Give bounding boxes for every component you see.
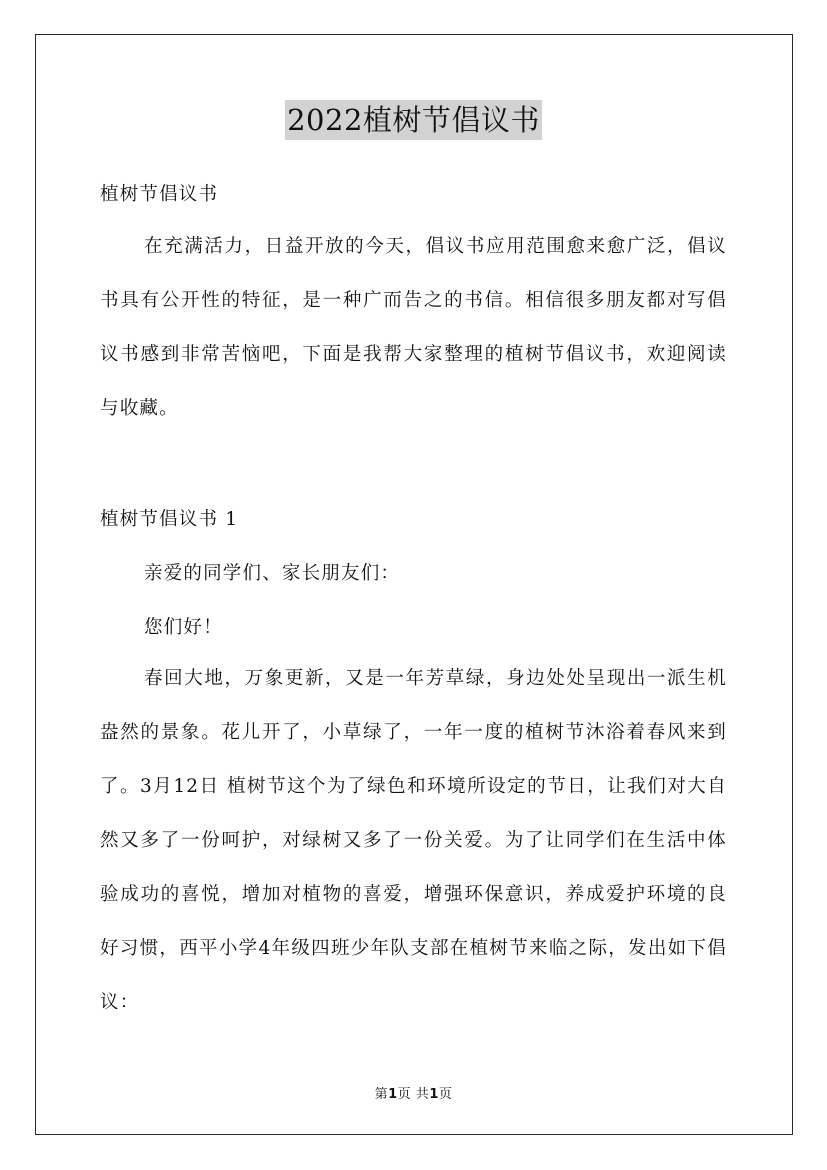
greeting-line: 您们好！ bbox=[144, 617, 223, 638]
salutation-line: 亲爱的同学们、家长朋友们： bbox=[144, 563, 401, 584]
body-paragraph-block bbox=[100, 652, 727, 1030]
body-paragraph: 春回大地，万象更新，又是一年芳草绿，身边处处呈现出一派生机盎然的景象。花儿开了，小草绿了，一年一度的植树节沐浴着春风来到了。3月12日 植树节这个为了绿色和环境所设定的节日，让我们对大自然又多了一份呵护，对绿树又多了一份关爱。为了让同学们在生活中体验成功的喜悦，增加对植物的喜爱，增强环保意识，养成爱护环境的良好习惯，西平小学4年级四班少年队支部在植树节来临之际，发出如下倡议： bbox=[100, 668, 727, 1013]
page-footer bbox=[0, 1083, 827, 1102]
footer-current-page: 1 bbox=[388, 1087, 398, 1102]
title-area bbox=[0, 100, 827, 140]
footer-prefix: 第 bbox=[374, 1087, 389, 1102]
footer-mid: 页 共 bbox=[397, 1087, 430, 1102]
intro-paragraph-block bbox=[100, 220, 727, 436]
intro-paragraph: 在充满活力，日益开放的今天，倡议书应用范围愈来愈广泛，倡议书具有公开性的特征，是一种广而告之的书信。相信很多朋友都对写倡议书感到非常苦恼吧，下面是我帮大家整理的植树节倡议书，欢迎阅读与收藏。 bbox=[100, 236, 727, 419]
footer-suffix: 页 bbox=[438, 1087, 453, 1102]
section-heading-intro: 植树节倡议书 bbox=[100, 184, 219, 205]
section-heading-1: 植树节倡议书 1 bbox=[100, 509, 239, 530]
footer-total-pages: 1 bbox=[429, 1087, 439, 1102]
document-title: 2022植树节倡议书 bbox=[285, 100, 542, 140]
